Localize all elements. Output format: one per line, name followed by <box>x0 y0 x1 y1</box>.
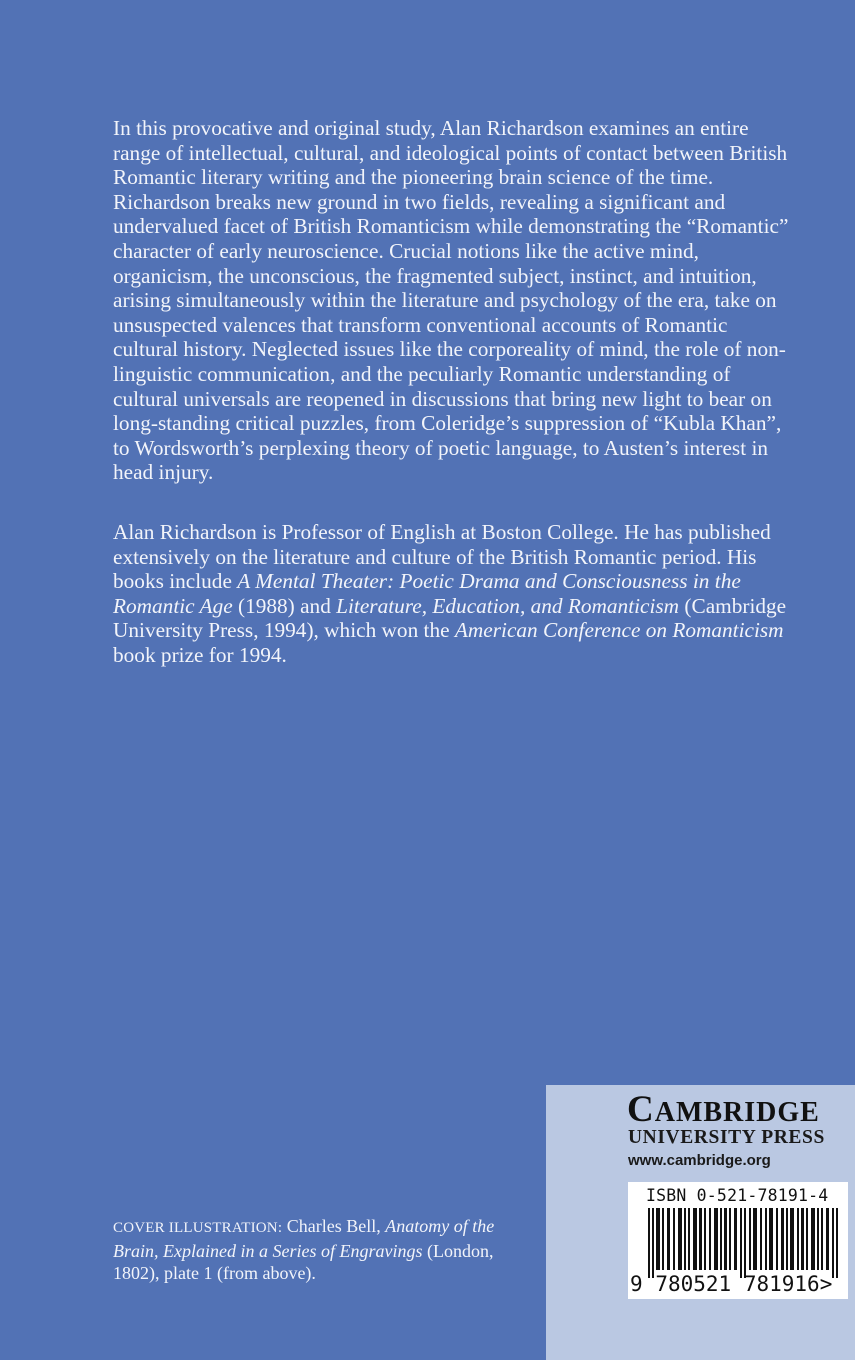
cover-illustration-label: COVER ILLUSTRATION: <box>113 1220 283 1236</box>
bio-text-1: Alan Richardson is Professor of English at Boston College. He has published extensively on the literature and culture of the British Romantic period. His books include <box>113 520 771 594</box>
publisher-panel <box>546 1085 855 1360</box>
publisher-url: www.cambridge.org <box>628 1152 771 1169</box>
barcode <box>628 1182 848 1299</box>
cover-artist: Charles Bell, <box>282 1216 386 1236</box>
cover-illustration-credit <box>113 1215 513 1285</box>
book-title-literature-education: Literature, Education, and Romanticism <box>336 593 680 618</box>
cover-work-title: Anatomy of the Brain, Explained in a Series of Engravings <box>113 1216 495 1261</box>
bio-text-4: book prize for 1994. <box>113 642 287 667</box>
award-name: American Conference on Romanticism <box>454 618 784 643</box>
publisher-subtitle: UNIVERSITY PRESS <box>628 1127 825 1148</box>
book-title-mental-theater: A Mental Theater: Poetic Drama and Consciousness in the Romantic Age <box>113 569 741 618</box>
barcode-bars-icon <box>648 1208 838 1278</box>
cover-details: (London, 1802), plate 1 (from above). <box>113 1240 494 1283</box>
book-description: In this provocative and original study, Alan Richardson examines an entire range of intellectual, cultural, and ideological points of contact between British Romantic literary writing and the pioneering brain science of the time. Richardson breaks new ground in two fields, revealing a significant and undervalued facet of British Romanticism while demonstrating the “Romantic” character of early neuroscience. Crucial notions like the active mind, organicism, the unconscious, the fragmented subject, instinct, and intuition, arising simultaneously within the literature and psychology of the era, take on unsuspected valences that transform conventional accounts of Romantic cultural history. Neglected issues like the corporeality of mind, the role of non-linguistic communication, and the peculiarly Romantic understanding of cultural universals are reopened in discussions that bring new light to bear on long-standing critical puzzles, from Coleridge’s suppression of “Kubla Khan”, to Wordsworth’s perplexing theory of poetic language, to Austen’s interest in head injury. <box>113 116 789 485</box>
bio-text-2: (1988) and <box>232 593 337 618</box>
bio-text-3: (Cambridge University Press, 1994), which won the <box>113 593 787 643</box>
ean-digits: 9 780521 781916> <box>630 1272 833 1296</box>
author-bio <box>113 520 793 668</box>
publisher-name: CAMBRIDGE <box>627 1089 820 1130</box>
isbn-label: ISBN 0-521-78191-4 <box>646 1186 829 1205</box>
